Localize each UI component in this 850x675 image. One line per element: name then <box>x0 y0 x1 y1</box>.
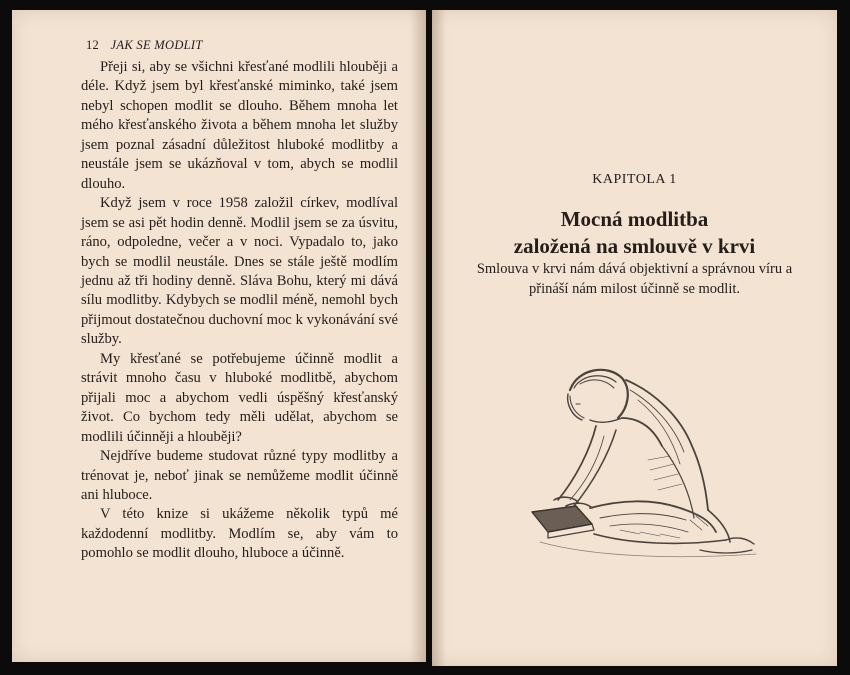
chapter-title <box>432 206 837 260</box>
chapter-label: KAPITOLA 1 <box>592 172 677 187</box>
page-number: 12 <box>86 38 100 52</box>
paragraph: V této knize si ukážeme několik typů mé každodenní modlitby. Modlím se, aby vám to pomohlo se modlit dlouho, hluboce a účinně. <box>81 506 398 562</box>
paragraph: Když jsem v roce 1958 založil církev, modlíval jsem se asi pět hodin denně. Modlil jsem se za úsvitu, ráno, odpoledne, večer a v noci. Vypadalo to, jako bych se modlil neustále. Dnes se stále ještě modlím jednu až tři hodiny denně. Sláva Bohu, který mi dává sílu modlitby. Kdybych se modlil méně, nemohl bych přijmout dostatečnou duchovní moc k vykonávání své služby. <box>81 195 398 348</box>
chapter-title-line: založená na smlouvě v krvi <box>513 234 756 258</box>
running-head <box>86 38 203 53</box>
paragraph: My křesťané se potřebujeme účinně modlit a strávit mnoho času v hluboké modlitbě, abychom přijali moc a abychom vedli úspěšný křesťanský život. Co bychom tedy měli udělat, abychom se modlili účinněji a hlouběji? <box>81 350 398 445</box>
chapter-title-line: Mocná modlitba <box>560 207 709 231</box>
left-page <box>12 10 426 662</box>
paragraph: Přeji si, aby se všichni křesťané modlili hlouběji a déle. Když jsem byl křesťanské miminko, také jsem nebyl schopen modlit se dlouho. Během mnoha let mého křesťanského života a během mnoha let služby jsem poznal zásadní důležitost hluboké modlitby a neustále jsem se ukázňoval v tom, abych se modlil dlouho. <box>81 59 398 192</box>
chapter-subtitle: Smlouva v krvi nám dává objektivní a správnou víru a přináší nám milost účinně se modlit. <box>476 261 793 297</box>
body-text <box>81 58 398 564</box>
running-head-title: JAK SE MODLIT <box>110 38 203 52</box>
paragraph: Nejdříve budeme studovat různé typy modlitby a trénovat je, neboť jinak se nemůžeme modlit účinně ani hluboce. <box>81 448 398 503</box>
kneeling-woman-illustration <box>530 360 760 570</box>
right-page <box>432 10 837 666</box>
